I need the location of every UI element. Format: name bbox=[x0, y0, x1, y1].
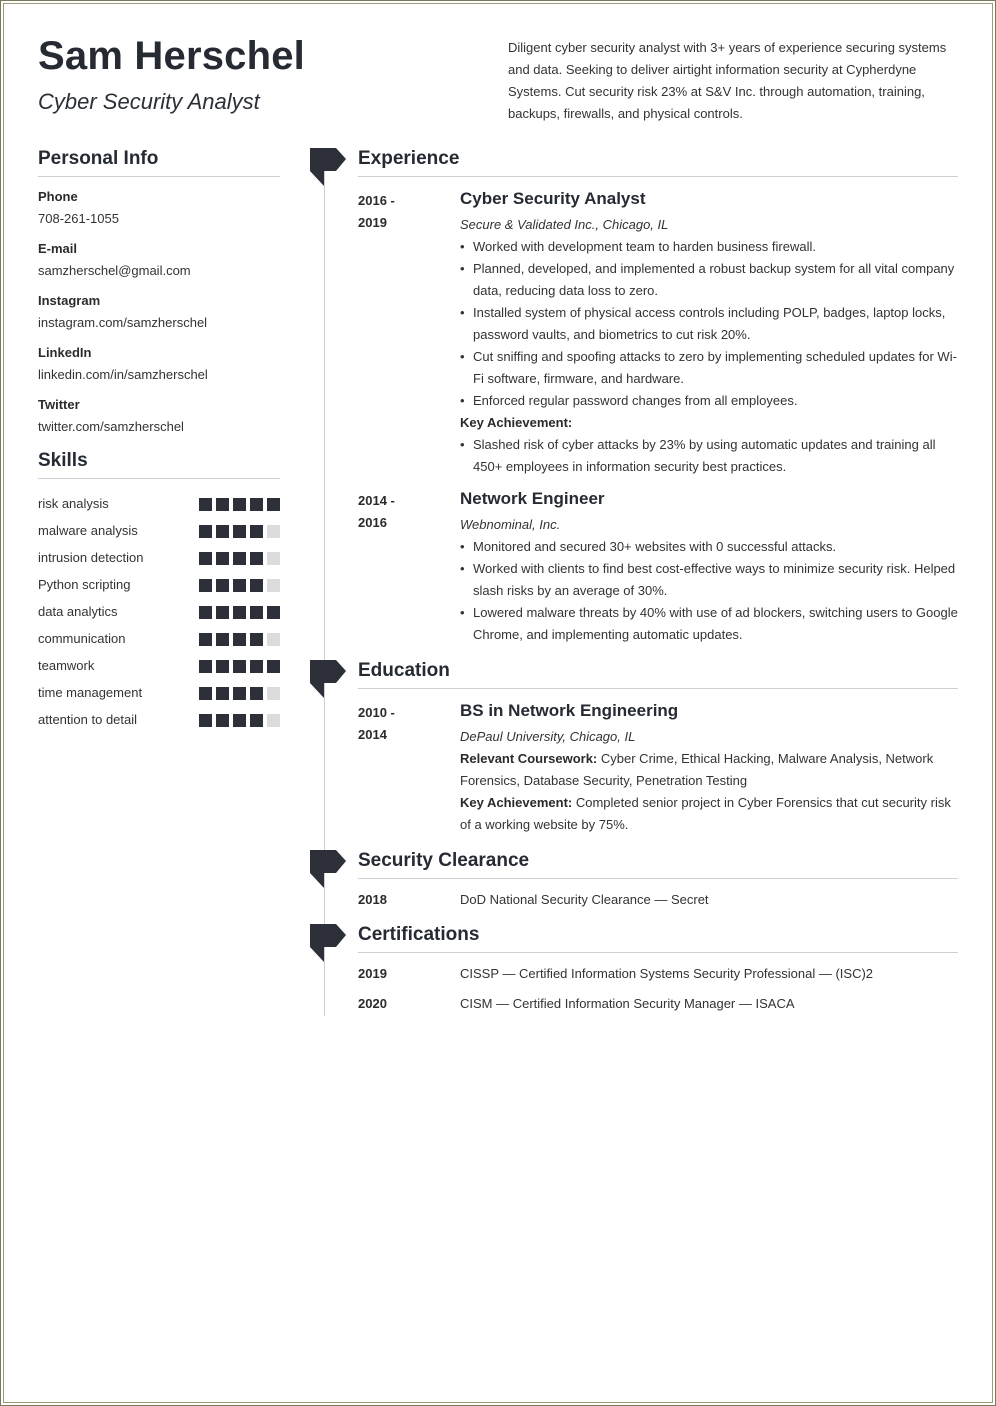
bullet-item: • Worked with clients to find best cost-effective ways to minimize security risk. Helped slash risks by an average of 30%. bbox=[460, 558, 958, 602]
entry-content bbox=[460, 490, 958, 646]
skill-name: time management bbox=[38, 685, 143, 700]
rating-square-filled bbox=[250, 606, 263, 619]
experience-heading: Experience bbox=[358, 148, 958, 177]
rating-square-filled bbox=[250, 525, 263, 538]
skill-rating bbox=[199, 660, 280, 673]
rating-square-filled bbox=[216, 633, 229, 646]
info-item-phone bbox=[38, 186, 280, 230]
achievement-text: Completed senior project in Cyber Forensics that cut security risk of a working website by 75%. bbox=[460, 795, 951, 832]
rating-square-filled bbox=[233, 525, 246, 538]
bullet-item: • Planned, developed, and implemented a robust backup system for all vital company data, reducing data loss to zero. bbox=[460, 258, 958, 302]
rating-square-filled bbox=[216, 660, 229, 673]
coursework-label: Relevant Coursework: bbox=[460, 751, 598, 766]
personal-info-heading: Personal Info bbox=[38, 148, 280, 177]
skill-rating bbox=[199, 525, 280, 538]
info-label: Twitter bbox=[38, 397, 80, 412]
clearance-text: DoD National Security Clearance — Secret bbox=[460, 892, 709, 907]
bullet-item: • Installed system of physical access controls including POLP, badges, laptop locks, password vaults, and biometrics to cut risk 20%. bbox=[460, 302, 958, 346]
certification-text: CISSP — Certified Information Systems Security Professional — (ISC)2 bbox=[460, 966, 874, 981]
job-title: Cyber Security Analyst bbox=[460, 189, 646, 208]
skill-name: teamwork bbox=[38, 658, 95, 673]
rating-square-filled bbox=[250, 579, 263, 592]
skill-row bbox=[38, 704, 280, 736]
rating-square-filled bbox=[216, 579, 229, 592]
rating-square-filled bbox=[199, 660, 212, 673]
skill-rating bbox=[199, 714, 280, 727]
entry-content bbox=[460, 190, 958, 478]
skill-rating bbox=[199, 579, 280, 592]
rating-square-filled bbox=[233, 660, 246, 673]
email-value: samzherschel@gmail.com bbox=[38, 263, 191, 278]
achievement-paragraph bbox=[460, 792, 958, 836]
date-start: 2014 - bbox=[358, 493, 395, 508]
skill-name: risk analysis bbox=[38, 496, 109, 511]
coursework-paragraph bbox=[460, 748, 958, 792]
bullet-item: • Worked with development team to harden business firewall. bbox=[460, 236, 958, 258]
info-label: LinkedIn bbox=[38, 345, 92, 360]
clearance-year: 2018 bbox=[358, 892, 387, 907]
rating-square-filled bbox=[199, 525, 212, 538]
rating-square-filled bbox=[233, 606, 246, 619]
certification-year: 2020 bbox=[358, 996, 387, 1011]
date-start: 2016 - bbox=[358, 193, 395, 208]
company-name: Secure & Validated Inc., Chicago, IL bbox=[460, 217, 669, 232]
rating-square-filled bbox=[250, 660, 263, 673]
rating-square-filled bbox=[233, 498, 246, 511]
instagram-value: instagram.com/samzherschel bbox=[38, 315, 208, 330]
certification-year: 2019 bbox=[358, 966, 387, 981]
info-label: Phone bbox=[38, 189, 78, 204]
date-end: 2016 bbox=[358, 515, 387, 530]
rating-square-filled bbox=[233, 633, 246, 646]
rating-square-filled bbox=[233, 714, 246, 727]
skill-name: attention to detail bbox=[38, 712, 138, 727]
rating-square-filled bbox=[267, 498, 280, 511]
summary-text: Diligent cyber security analyst with 3+ years of experience securing systems and data. Seeking to deliver airtight information security at Cypherdyne Systems. Cut security risk 23% at S&V Inc. through automation, training, backups, firewalls, and physical controls. bbox=[508, 40, 947, 121]
skill-rating bbox=[199, 498, 280, 511]
rating-square-filled bbox=[216, 525, 229, 538]
rating-square-filled bbox=[250, 714, 263, 727]
rating-square-filled bbox=[233, 579, 246, 592]
rating-square-filled bbox=[216, 498, 229, 511]
entry-date bbox=[358, 190, 448, 234]
skill-name: data analytics bbox=[38, 604, 118, 619]
rating-square-filled bbox=[250, 687, 263, 700]
date-end: 2019 bbox=[358, 215, 387, 230]
personal-info-list bbox=[38, 186, 280, 438]
entry-content bbox=[460, 963, 958, 985]
skill-name: intrusion detection bbox=[38, 550, 144, 565]
rating-square-empty bbox=[267, 714, 280, 727]
skill-name: communication bbox=[38, 631, 126, 646]
rating-square-filled bbox=[199, 579, 212, 592]
linkedin-value: linkedin.com/in/samzherschel bbox=[38, 367, 208, 382]
rating-square-filled bbox=[216, 714, 229, 727]
skill-name: malware analysis bbox=[38, 523, 138, 538]
skill-rating bbox=[199, 687, 280, 700]
entry-content bbox=[460, 889, 958, 911]
rating-square-filled bbox=[216, 606, 229, 619]
rating-square-filled bbox=[250, 633, 263, 646]
left-column bbox=[38, 148, 280, 736]
entry-content bbox=[460, 993, 958, 1015]
rating-square-filled bbox=[216, 552, 229, 565]
info-label: E-mail bbox=[38, 241, 78, 256]
key-achievement-label: Key Achievement: bbox=[460, 415, 573, 430]
rating-square-filled bbox=[233, 552, 246, 565]
skill-rating bbox=[199, 552, 280, 565]
rating-square-filled bbox=[199, 498, 212, 511]
rating-square-filled bbox=[199, 606, 212, 619]
certification-text: CISM — Certified Information Security Manager — ISACA bbox=[460, 996, 795, 1011]
bullet-item: • Monitored and secured 30+ websites with 0 successful attacks. bbox=[460, 536, 958, 558]
degree-title: BS in Network Engineering bbox=[460, 701, 679, 720]
company-name: Webnominal, Inc. bbox=[460, 517, 561, 532]
bullet-list bbox=[460, 236, 958, 412]
bullet-item: • Slashed risk of cyber attacks by 23% by using automatic updates and training all 450+ employees in information security best practices. bbox=[460, 434, 958, 478]
info-item-linkedin bbox=[38, 342, 280, 386]
section-marker-icon bbox=[310, 924, 346, 962]
skills-list bbox=[38, 488, 280, 736]
clearance-heading: Security Clearance bbox=[358, 850, 958, 879]
rating-square-filled bbox=[199, 714, 212, 727]
rating-square-filled bbox=[250, 498, 263, 511]
rating-square-filled bbox=[267, 660, 280, 673]
entry-date bbox=[358, 490, 448, 534]
entry-date bbox=[358, 702, 448, 746]
rating-square-filled bbox=[250, 552, 263, 565]
rating-square-filled bbox=[267, 606, 280, 619]
certifications-heading: Certifications bbox=[358, 924, 958, 953]
phone-value: 708-261-1055 bbox=[38, 211, 119, 226]
info-item-instagram bbox=[38, 290, 280, 334]
entry-content bbox=[460, 702, 958, 836]
info-item-email bbox=[38, 238, 280, 282]
skill-rating bbox=[199, 633, 280, 646]
bullet-item: • Lowered malware threats by 40% with use of ad blockers, switching users to Google Chrome, and implementing automatic updates. bbox=[460, 602, 958, 646]
coursework-text: Cyber Crime, Ethical Hacking, Malware Analysis, Network Forensics, Database Security, Penetration Testing bbox=[460, 751, 934, 788]
section-marker-icon bbox=[310, 660, 346, 698]
twitter-value: twitter.com/samzherschel bbox=[38, 419, 184, 434]
achievement-list bbox=[460, 434, 958, 478]
timeline-line bbox=[324, 170, 325, 1016]
school-name: DePaul University, Chicago, IL bbox=[460, 729, 636, 744]
bullet-item: • Cut sniffing and spoofing attacks to zero by implementing scheduled updates for Wi-Fi software, firmware, and hardware. bbox=[460, 346, 958, 390]
rating-square-filled bbox=[199, 633, 212, 646]
job-title: Network Engineer bbox=[460, 489, 605, 508]
date-end: 2014 bbox=[358, 727, 387, 742]
section-marker-icon bbox=[310, 148, 346, 186]
rating-square-empty bbox=[267, 579, 280, 592]
bullet-list bbox=[460, 536, 958, 646]
rating-square-filled bbox=[199, 687, 212, 700]
rating-square-filled bbox=[216, 687, 229, 700]
info-item-twitter bbox=[38, 394, 280, 438]
date-start: 2010 - bbox=[358, 705, 395, 720]
skills-heading: Skills bbox=[38, 450, 280, 479]
section-marker-icon bbox=[310, 850, 346, 888]
education-heading: Education bbox=[358, 660, 958, 689]
candidate-name: Sam Herschel bbox=[38, 34, 305, 78]
rating-square-filled bbox=[233, 687, 246, 700]
candidate-title: Cyber Security Analyst bbox=[38, 89, 260, 114]
rating-square-empty bbox=[267, 687, 280, 700]
rating-square-empty bbox=[267, 552, 280, 565]
skill-rating bbox=[199, 606, 280, 619]
rating-square-filled bbox=[199, 552, 212, 565]
skill-name: Python scripting bbox=[38, 577, 131, 592]
rating-square-empty bbox=[267, 633, 280, 646]
info-label: Instagram bbox=[38, 293, 101, 308]
key-achievement-label: Key Achievement: bbox=[460, 795, 573, 810]
bullet-item: • Enforced regular password changes from all employees. bbox=[460, 390, 958, 412]
rating-square-empty bbox=[267, 525, 280, 538]
